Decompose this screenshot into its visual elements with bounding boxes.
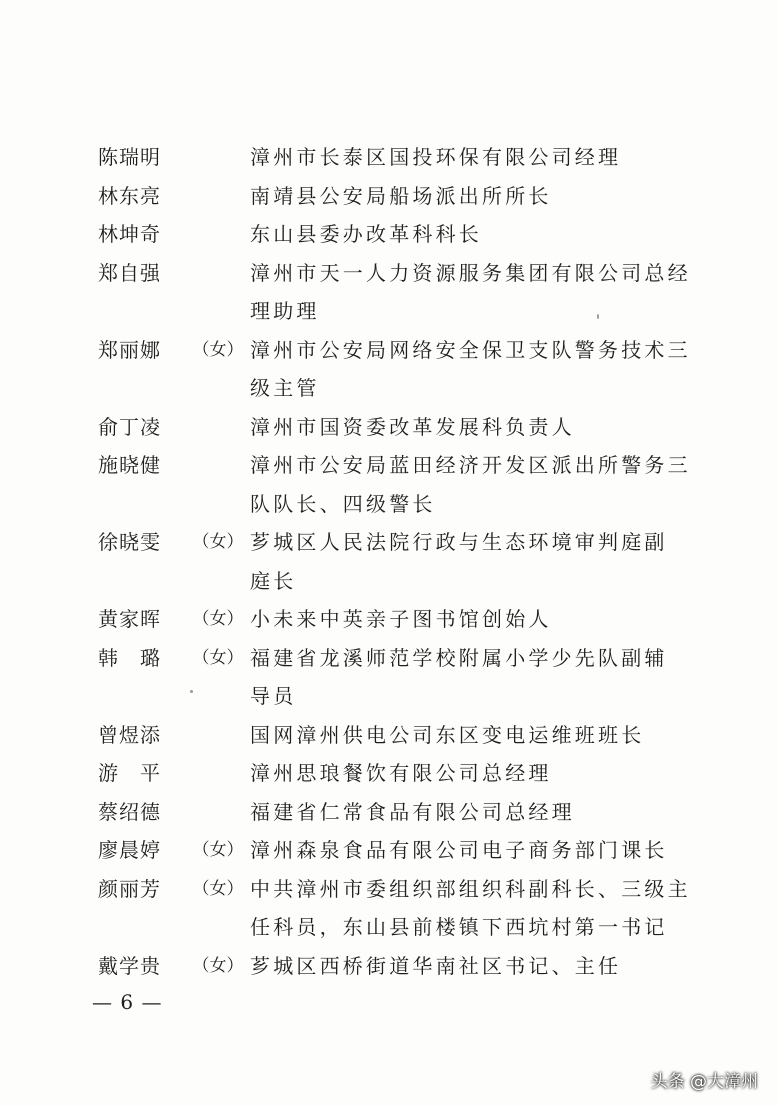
person-name: 陈瑞明 bbox=[98, 145, 161, 169]
list-item bbox=[98, 754, 698, 793]
person-title bbox=[250, 600, 682, 639]
list-item bbox=[98, 793, 698, 832]
scan-speck bbox=[190, 690, 193, 693]
list-item bbox=[98, 408, 698, 447]
title-line: 任科员，东山县前楼镇下西坑村第一书记 bbox=[250, 915, 668, 939]
list-item bbox=[98, 523, 698, 600]
person-name: 俞丁凌 bbox=[98, 414, 161, 439]
gender-marker: （女） bbox=[192, 878, 244, 899]
title-line: 东山县委办改革科科长 bbox=[250, 222, 482, 246]
person-title bbox=[250, 831, 682, 870]
title-line: 漳州森泉食品有限公司电子商务部门课长 bbox=[250, 838, 668, 862]
person-title bbox=[250, 138, 682, 177]
list-item bbox=[98, 600, 698, 639]
person-name: 黄家晖 bbox=[98, 607, 161, 631]
title-line: 芗城区人民法院行政与生态环境审判庭副 bbox=[250, 530, 668, 554]
list-item bbox=[98, 870, 698, 947]
person-title bbox=[250, 215, 682, 254]
person-title bbox=[250, 793, 682, 832]
person-title bbox=[250, 408, 682, 447]
title-line: 国网漳州供电公司东区变电运维班班长 bbox=[250, 722, 645, 747]
person-name: 郑丽娜 bbox=[98, 337, 161, 362]
person-name: 林坤奇 bbox=[98, 222, 161, 246]
title-line: 漳州思琅餐饮有限公司总经理 bbox=[250, 761, 552, 785]
title-line: 漳州市天一人力资源服务集团有限公司总经 bbox=[250, 260, 691, 285]
gender-marker: （女） bbox=[192, 339, 244, 360]
title-line: 芗城区西桥街道华南社区书记、主任 bbox=[250, 953, 622, 978]
person-title bbox=[250, 639, 682, 716]
list-item bbox=[98, 138, 698, 177]
list-item bbox=[98, 716, 698, 755]
title-line: 漳州市长泰区国投环保有限公司经理 bbox=[250, 145, 622, 169]
list-item bbox=[98, 177, 698, 216]
title-line: 漳州市公安局蓝田经济开发区派出所警务三 bbox=[250, 453, 691, 477]
list-item bbox=[98, 446, 698, 523]
watermark: 头条 @大漳州 bbox=[650, 1072, 758, 1092]
title-line: 级主管 bbox=[250, 376, 320, 400]
person-title bbox=[250, 947, 682, 986]
title-line: 中共漳州市委组织部组织科副科长、三级主 bbox=[250, 876, 691, 901]
scan-speck bbox=[597, 314, 599, 319]
person-name: 曾煜添 bbox=[98, 722, 161, 747]
gender-marker: （女） bbox=[192, 532, 244, 552]
person-name: 施晓健 bbox=[98, 453, 161, 477]
personnel-list bbox=[98, 138, 698, 985]
title-line: 队队长、四级警长 bbox=[250, 491, 436, 516]
list-item bbox=[98, 331, 698, 408]
list-item bbox=[98, 639, 698, 716]
title-line: 导员 bbox=[250, 684, 297, 708]
person-title bbox=[250, 870, 691, 947]
person-name: 戴学贵 bbox=[98, 953, 161, 978]
list-item bbox=[98, 831, 698, 870]
title-line: 漳州市公安局网络安全保卫支队警务技术三 bbox=[250, 337, 691, 362]
person-title bbox=[250, 716, 682, 755]
person-name: 蔡绍德 bbox=[98, 799, 161, 824]
person-name: 廖晨婷 bbox=[98, 838, 161, 862]
person-title bbox=[250, 254, 691, 331]
person-name: 游 平 bbox=[98, 761, 161, 785]
title-line: 漳州市国资委改革发展科负责人 bbox=[250, 414, 575, 439]
gender-marker: （女） bbox=[192, 647, 244, 668]
person-name: 郑自强 bbox=[98, 260, 161, 285]
title-line: 南靖县公安局船场派出所所长 bbox=[250, 183, 552, 208]
page-number: — 6 — bbox=[92, 990, 163, 1014]
list-item bbox=[98, 215, 698, 254]
list-item bbox=[98, 947, 698, 986]
person-title bbox=[250, 754, 682, 793]
title-line: 理助理 bbox=[250, 299, 320, 323]
gender-marker: （女） bbox=[192, 609, 244, 629]
person-name: 林东亮 bbox=[98, 183, 161, 208]
gender-marker: （女） bbox=[192, 955, 244, 976]
title-line: 小未来中英亲子图书馆创始人 bbox=[250, 607, 552, 631]
person-name: 颜丽芳 bbox=[98, 876, 161, 901]
title-line: 庭长 bbox=[250, 568, 297, 593]
person-title bbox=[250, 331, 691, 408]
gender-marker: （女） bbox=[192, 840, 244, 860]
person-title bbox=[250, 177, 682, 216]
list-item bbox=[98, 254, 698, 331]
person-title bbox=[250, 446, 691, 523]
person-name: 徐晓雯 bbox=[98, 530, 161, 554]
title-line: 福建省仁常食品有限公司总经理 bbox=[250, 799, 575, 824]
person-title bbox=[250, 523, 682, 600]
title-line: 福建省龙溪师范学校附属小学少先队副辅 bbox=[250, 645, 668, 670]
person-name: 韩 璐 bbox=[98, 645, 161, 670]
